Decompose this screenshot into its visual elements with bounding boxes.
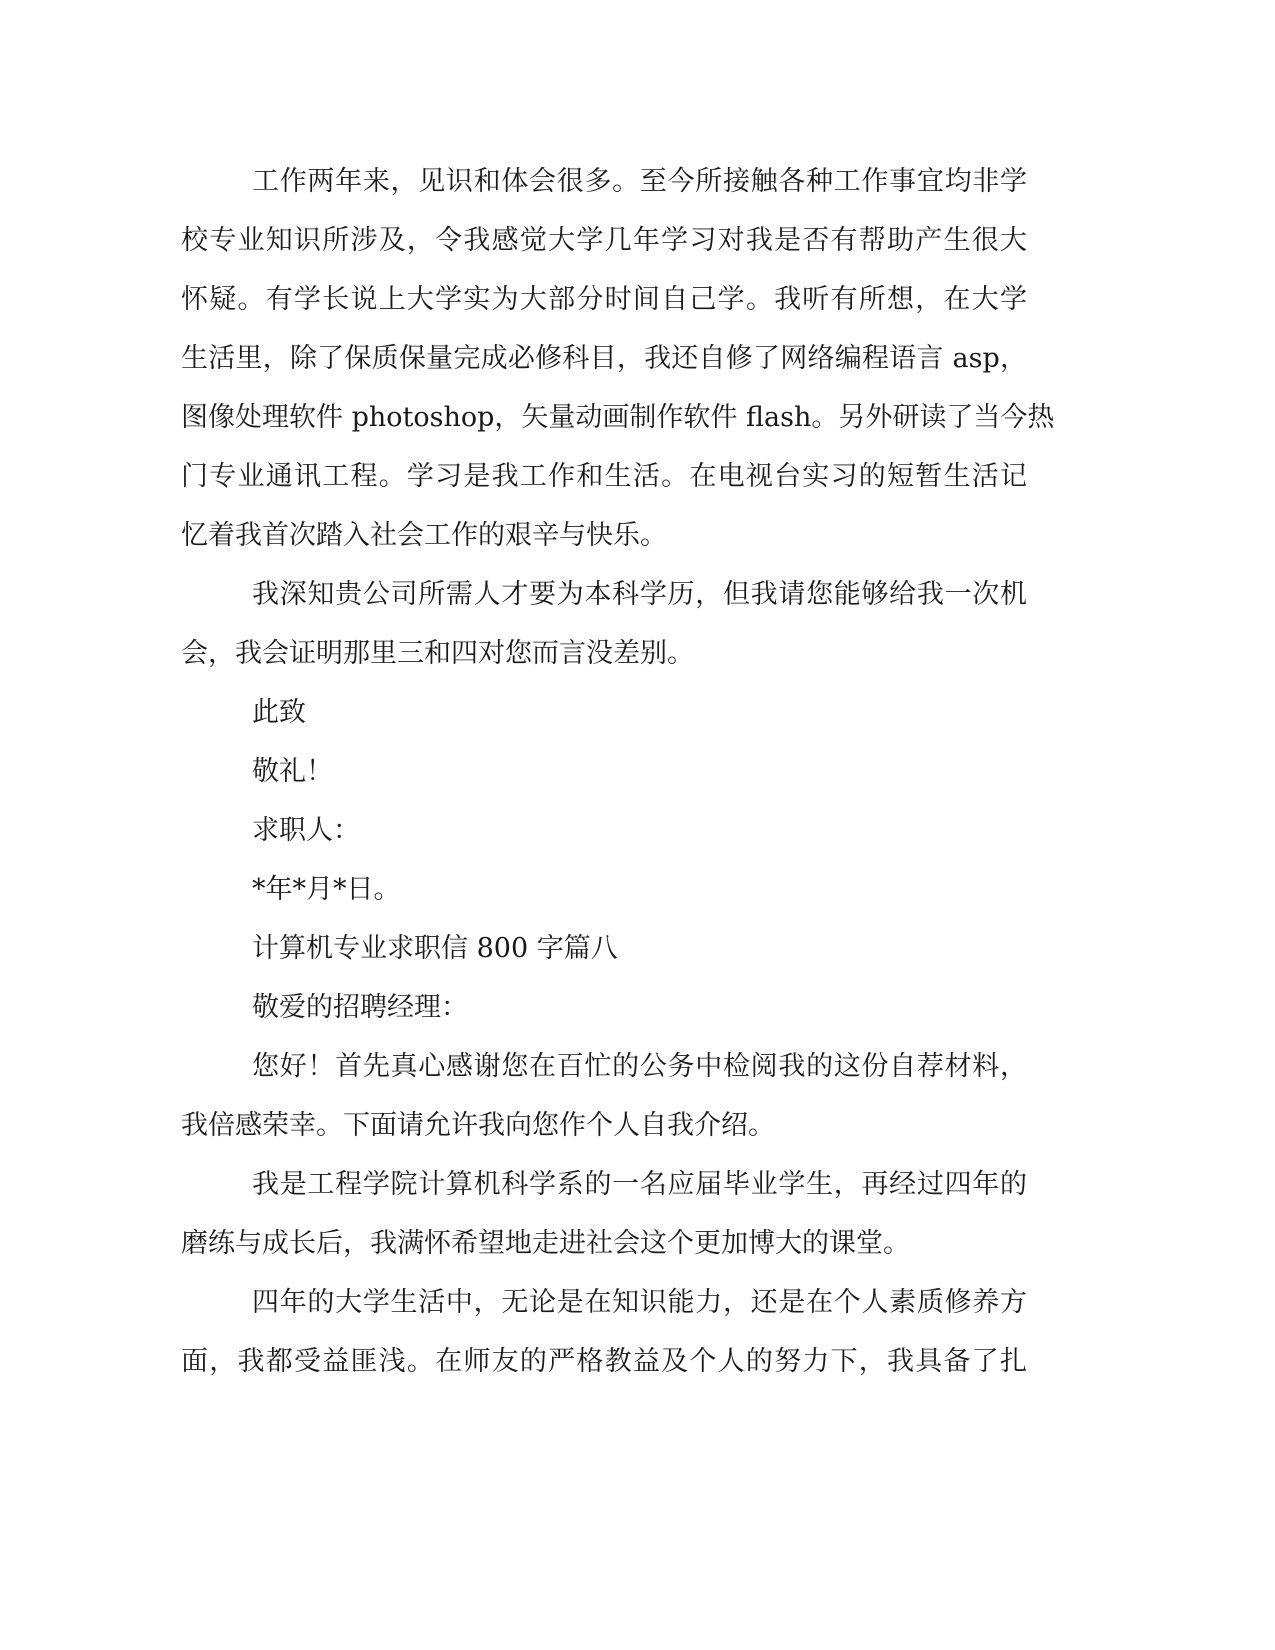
document-page: [181, 152, 1055, 1391]
text-line: 图像处理软件 photoshop，矢量动画制作软件 flash。另外研读了当今热: [181, 402, 1055, 433]
section-heading: 计算机专业求职信 800 字篇八: [252, 933, 618, 964]
text-line: 我是工程学院计算机科学系的一名应届毕业学生，再经过四年的: [252, 1169, 1027, 1200]
text-line: 会，我会证明那里三和四对您而言没差别。: [181, 638, 694, 669]
text-line: 面，我都受益匪浅。在师友的严格教益及个人的努力下，我具备了扎: [181, 1346, 1027, 1377]
text-line: 您好！首先真心感谢您在百忙的公务中检阅我的这份自荐材料，: [252, 1051, 1027, 1082]
text-line: *年*月*日。: [252, 874, 401, 905]
text-line: 我深知贵公司所需人才要为本科学历，但我请您能够给我一次机: [252, 579, 1027, 610]
text-line: 磨练与成长后，我满怀希望地走进社会这个更加博大的课堂。: [181, 1228, 910, 1259]
text-line: 我倍感荣幸。下面请允许我向您作个人自我介绍。: [181, 1110, 775, 1141]
salutation: 敬爱的招聘经理：: [252, 992, 468, 1023]
text-line: 忆着我首次踏入社会工作的艰辛与快乐。: [181, 520, 667, 551]
text-line: 生活里，除了保质保量完成必修科目，我还自修了网络编程语言 asp，: [181, 343, 1027, 374]
text-line: 敬礼！: [252, 756, 333, 787]
text-line: 四年的大学生活中，无论是在知识能力，还是在个人素质修养方: [252, 1287, 1027, 1318]
text-line: 求职人：: [252, 815, 360, 846]
text-line: 校专业知识所涉及，令我感觉大学几年学习对我是否有帮助产生很大: [181, 225, 1027, 256]
text-line: 此致: [252, 697, 306, 728]
text-line: 门专业通讯工程。学习是我工作和生活。在电视台实习的短暂生活记: [181, 461, 1027, 492]
text-line: 工作两年来，见识和体会很多。至今所接触各种工作事宜均非学: [252, 166, 1027, 197]
text-line: 怀疑。有学长说上大学实为大部分时间自己学。我听有所想，在大学: [181, 284, 1027, 315]
